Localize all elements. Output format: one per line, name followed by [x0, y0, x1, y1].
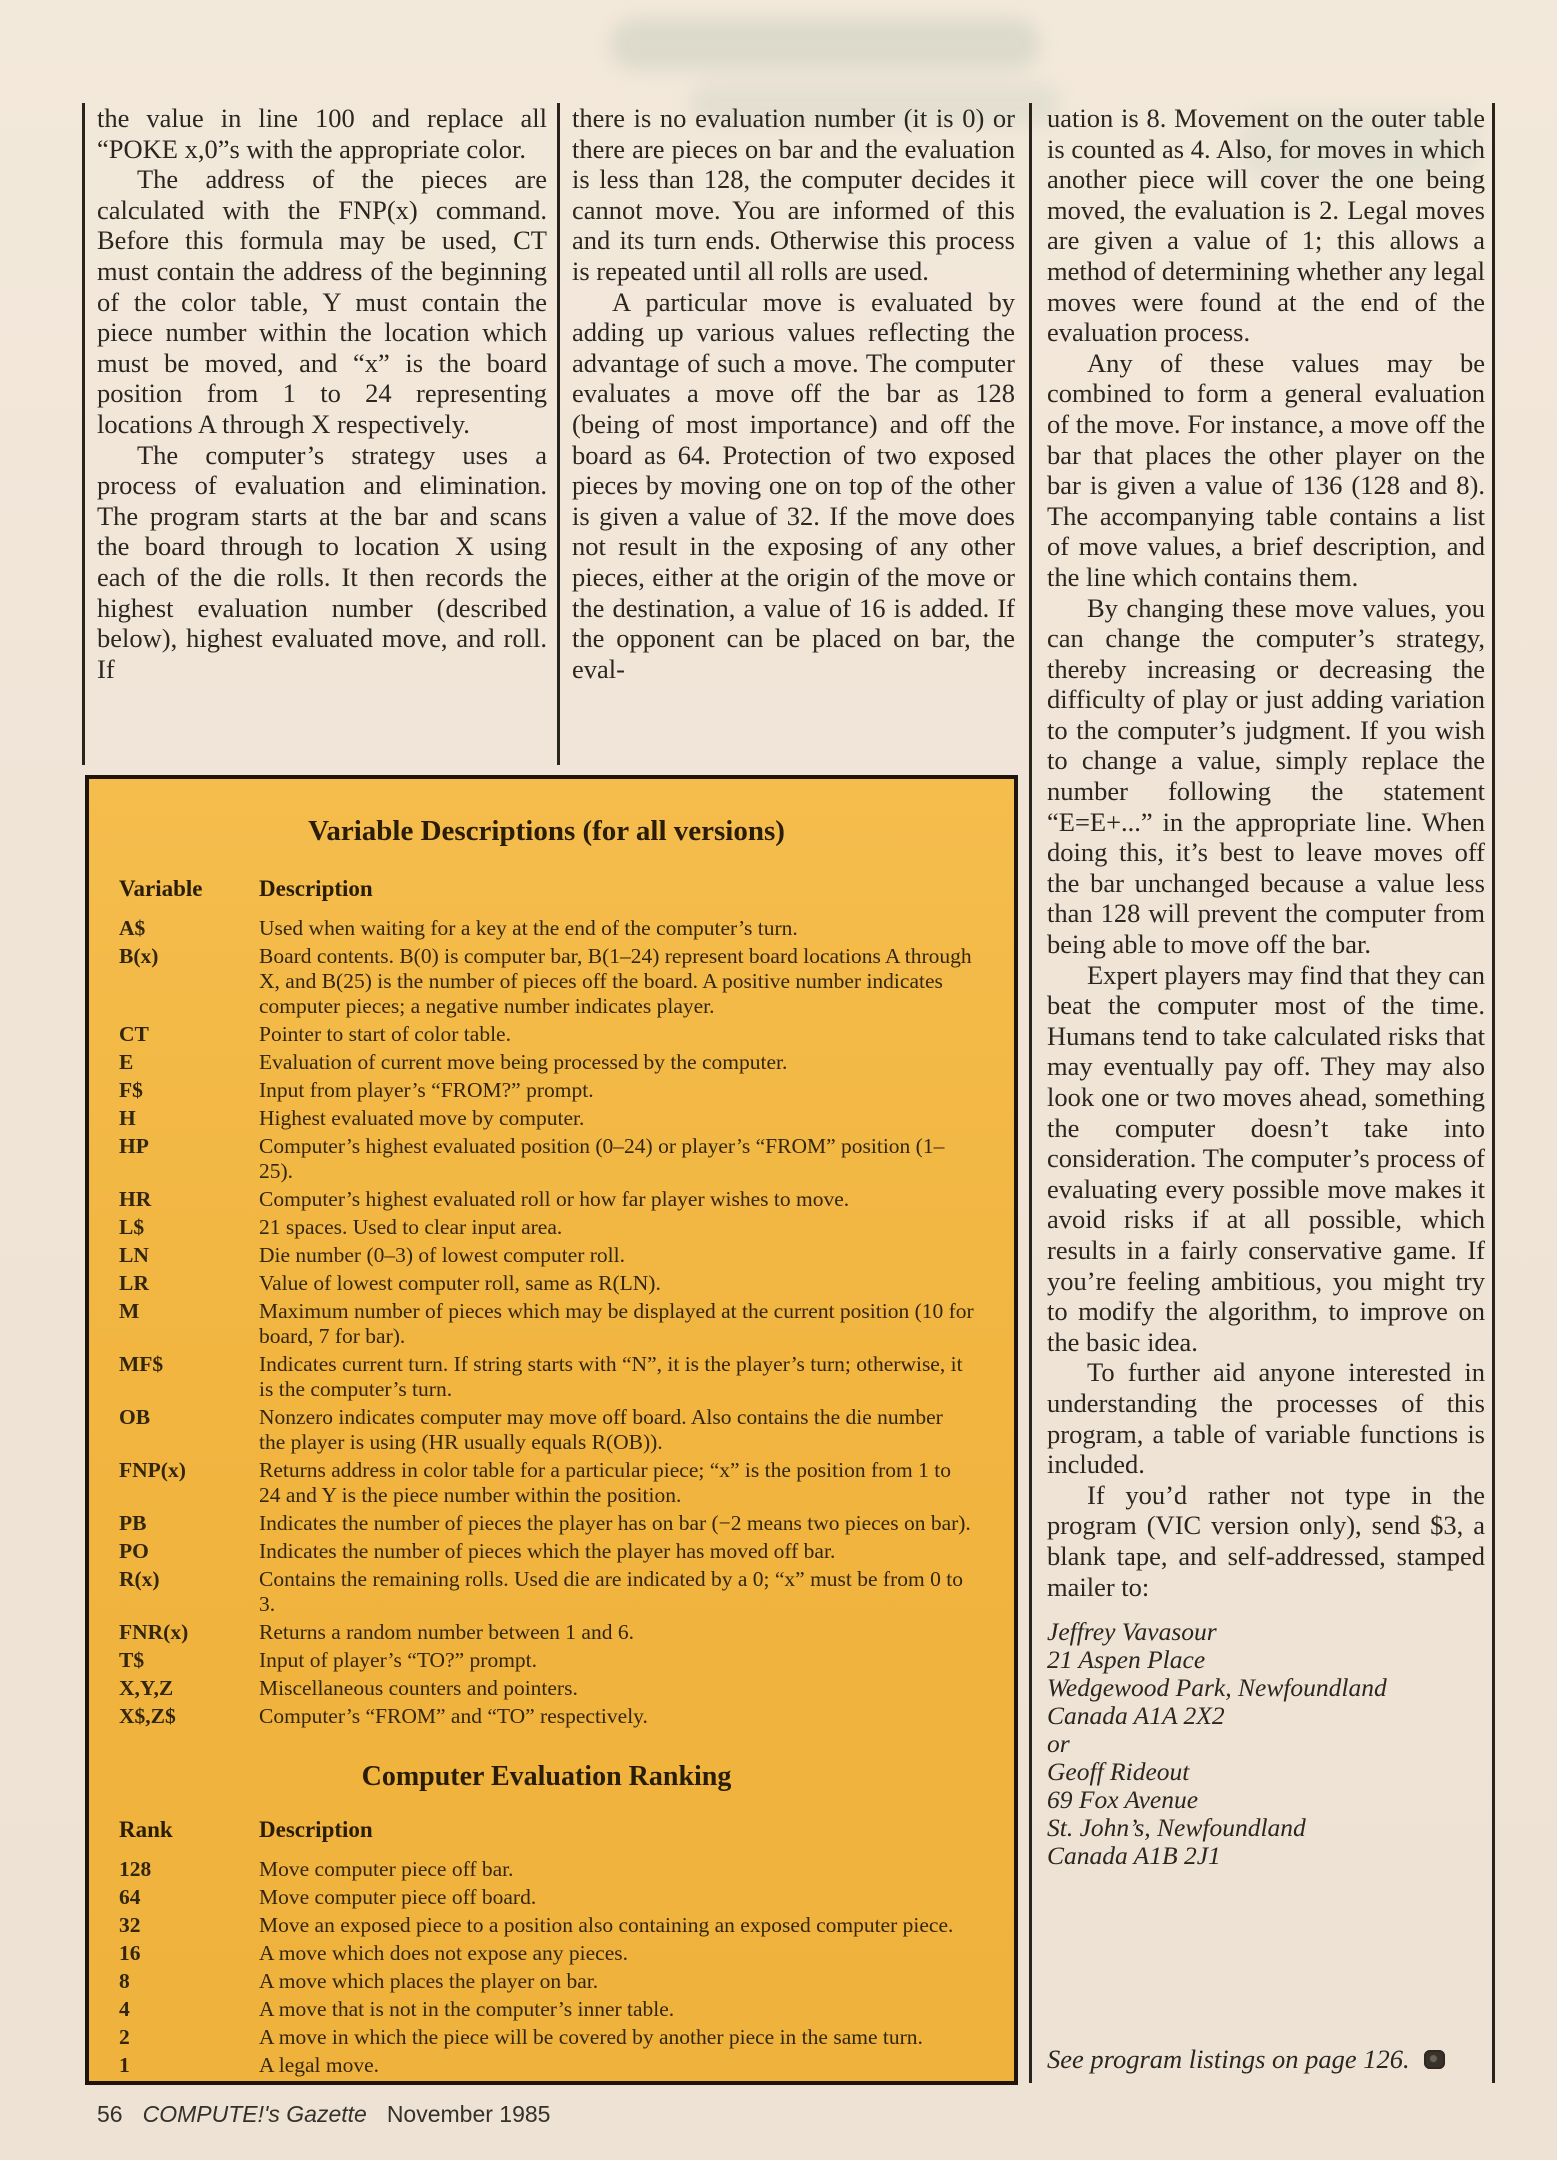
- variable-description: Nonzero indicates computer may move off board. Also contains the die number the player is using (HR usually equals R(OB)).: [259, 1405, 943, 1454]
- variable-name: HP: [119, 1134, 149, 1158]
- column-divider: [1492, 103, 1495, 2083]
- table-row: [119, 1352, 974, 1402]
- table-row: [119, 1885, 974, 1910]
- variable-descriptions-box: [85, 775, 1018, 2085]
- column-divider: [82, 103, 85, 765]
- variable-name: HR: [119, 1187, 152, 1211]
- variable-description: Computer’s “FROM” and “TO” respectively.: [259, 1704, 648, 1728]
- table-row: [119, 1567, 974, 1617]
- rank-value: 16: [119, 1941, 141, 1965]
- variable-description: Miscellaneous counters and pointers.: [259, 1676, 578, 1700]
- column-divider: [1029, 103, 1032, 2083]
- ranking-table-header: [119, 1817, 974, 1843]
- body-paragraph: the value in line 100 and replace all “POKE x,0”s with the appropriate color.: [97, 103, 547, 164]
- variable-description: Value of lowest computer roll, same as R(LN).: [259, 1271, 661, 1295]
- variable-name: LR: [119, 1271, 149, 1295]
- table-row: [119, 1458, 974, 1508]
- rank-value: 128: [119, 1857, 152, 1881]
- variable-name: MF$: [119, 1352, 164, 1376]
- body-paragraph: there is no evaluation number (it is 0) or there are pieces on bar and the evaluation is less than 128, the computer decides it cannot move. You are informed of this and its turn ends. Otherwise this process is repeated until all rolls are used.: [572, 103, 1015, 286]
- text-column-middle: [572, 103, 1015, 684]
- variable-description: Evaluation of current move being processed by the computer.: [259, 1050, 788, 1074]
- ranking-table-rows: [119, 1857, 974, 2078]
- address-line: or: [1047, 1729, 1070, 1759]
- table-row: [119, 1676, 974, 1701]
- variable-name: F$: [119, 1078, 143, 1102]
- body-paragraph: To further aid anyone interested in understanding the processes of this program, a table of variable functions is included.: [1047, 1357, 1485, 1480]
- variable-name: B(x): [119, 944, 159, 968]
- end-of-article-icon: [1424, 2050, 1445, 2069]
- variable-description: Input of player’s “TO?” prompt.: [259, 1648, 538, 1672]
- table-row: [119, 1620, 974, 1645]
- variable-name: T$: [119, 1648, 145, 1672]
- ranking-title: Computer Evaluation Ranking: [361, 1761, 732, 1792]
- rank-value: 4: [119, 1997, 130, 2021]
- table-row: [119, 1106, 974, 1131]
- variable-name: PB: [119, 1511, 147, 1535]
- table-row: [119, 1271, 974, 1296]
- variable-name: FNR(x): [119, 1620, 189, 1644]
- rank-description: Move computer piece off board.: [259, 1885, 537, 1909]
- variable-description: Input from player’s “FROM?” prompt.: [259, 1078, 594, 1102]
- body-paragraph: By changing these move values, you can change the computer’s strategy, thereby increasing or decreasing the difficulty of play or just adding variation to the computer’s judgment. If you wish to change a value, simply replace the number following the statement “E=E+...” in the appropriate line. When doing this, it’s best to leave moves off the bar unchanged because a value less than 128 will prevent the computer from being able to move off the bar.: [1047, 592, 1485, 960]
- variable-description: Pointer to start of color table.: [259, 1022, 511, 1046]
- address-line: Wedgewood Park, Newfoundland: [1047, 1673, 1387, 1703]
- variable-description: Contains the remaining rolls. Used die are indicated by a 0; “x” must be from 0 to 3.: [259, 1567, 963, 1616]
- table-row: [119, 1913, 974, 1938]
- rank-description: Move an exposed piece to a position also containing an exposed computer piece.: [259, 1913, 954, 1937]
- variable-name: X$,Z$: [119, 1704, 176, 1728]
- address-line: Canada A1A 2X2: [1047, 1701, 1225, 1731]
- table-row: [119, 1243, 974, 1268]
- variable-name: CT: [119, 1022, 149, 1046]
- description-column-header: Description: [259, 1817, 373, 1842]
- rank-description: A move which places the player on bar.: [259, 1969, 599, 1993]
- body-paragraph: Any of these values may be combined to form a general evaluation of the move. For instance, a move off the bar that places the other player on the bar is given a value of 136 (128 and 8). The accompanying table contains a list of move values, a brief description, and the line which contains them.: [1047, 347, 1485, 592]
- rank-description: A legal move.: [259, 2053, 380, 2077]
- variable-name: A$: [119, 916, 146, 940]
- variable-description: Indicates the number of pieces which the player has moved off bar.: [259, 1539, 836, 1563]
- table-row: [119, 2025, 974, 2050]
- table-row: [119, 1299, 974, 1349]
- variable-name: PO: [119, 1539, 149, 1563]
- page-number: 56: [97, 2101, 123, 2127]
- rank-description: A move which does not expose any pieces.: [259, 1941, 628, 1965]
- variable-description: 21 spaces. Used to clear input area.: [259, 1215, 563, 1239]
- table-row: [119, 1134, 974, 1184]
- rank-value: 32: [119, 1913, 141, 1937]
- issue-date: November 1985: [386, 2101, 551, 2127]
- table-row: [119, 1648, 974, 1673]
- variable-description: Maximum number of pieces which may be displayed at the current position (10 for board, 7 for bar).: [259, 1299, 974, 1348]
- variable-name: L$: [119, 1215, 145, 1239]
- address-line: Jeffrey Vavasour: [1047, 1617, 1217, 1647]
- text-column-right: [1047, 103, 1485, 2083]
- print-showthrough: [610, 18, 1040, 70]
- column-divider: [557, 103, 560, 765]
- table-row: [119, 1857, 974, 1882]
- box-title: Variable Descriptions (for all versions): [308, 815, 785, 847]
- variable-table-header: [119, 876, 974, 902]
- table-row: [119, 1704, 974, 1729]
- rank-description: A move in which the piece will be covered by another piece in the same turn.: [259, 2025, 923, 2049]
- table-row: [119, 1511, 974, 1536]
- variable-description: Computer’s highest evaluated position (0–24) or player’s “FROM” position (1–25).: [259, 1134, 945, 1183]
- address-line: Geoff Rideout: [1047, 1757, 1190, 1787]
- variable-table-rows: [119, 916, 974, 1729]
- variable-name: OB: [119, 1405, 151, 1429]
- table-row: [119, 1405, 974, 1455]
- body-paragraph: The address of the pieces are calculated with the FNP(x) command. Before this formula may be used, CT must contain the address of the beginning of the color table, Y must contain the piece number within the location which must be moved, and “x” is the board position from 1 to 24 representing locations A through X respectively.: [97, 164, 547, 439]
- table-row: [119, 1187, 974, 1212]
- table-row: [119, 1969, 974, 1994]
- rank-value: 1: [119, 2053, 130, 2077]
- table-row: [119, 1997, 974, 2022]
- variable-description: Returns address in color table for a particular piece; “x” is the position from 1 to 24 and Y is the piece number within the position.: [259, 1458, 951, 1507]
- body-paragraph: uation is 8. Movement on the outer table is counted as 4. Also, for moves in which another piece will cover the one being moved, the evaluation is 2. Legal moves are given a value of 1; this allows a method of determining whether any legal moves were found at the end of the evaluation process.: [1047, 103, 1485, 348]
- table-row: [119, 1941, 974, 1966]
- table-row: [119, 1539, 974, 1564]
- table-row: [119, 1022, 974, 1047]
- magazine-name: COMPUTE!'s Gazette: [142, 2101, 367, 2127]
- variable-name: H: [119, 1106, 136, 1130]
- program-listings-note: [1047, 2044, 1485, 2083]
- address-line: St. John’s, Newfoundland: [1047, 1813, 1306, 1843]
- rank-description: A move that is not in the computer’s inner table.: [259, 1997, 675, 2021]
- table-row: [119, 944, 974, 1019]
- table-row: [119, 1215, 974, 1240]
- page-footer: [97, 2101, 550, 2128]
- variable-name: E: [119, 1050, 134, 1074]
- variable-name: M: [119, 1299, 140, 1323]
- variable-name: X,Y,Z: [119, 1676, 174, 1700]
- body-paragraph: The computer’s strategy uses a process of evaluation and elimination. The program starts at the bar and scans the board through to location X using each of the die rolls. It then records the highest evaluation number (described below), highest evaluated move, and roll. If: [97, 439, 547, 684]
- variable-description: Indicates the number of pieces the player has on bar (−2 means two pieces on bar).: [259, 1511, 971, 1535]
- address-line: 69 Fox Avenue: [1047, 1785, 1199, 1815]
- text-column-left: [97, 103, 547, 684]
- rank-description: Move computer piece off bar.: [259, 1857, 514, 1881]
- variable-description: Returns a random number between 1 and 6.: [259, 1620, 634, 1644]
- body-paragraph: If you’d rather not type in the program (VIC version only), send $3, a blank tape, and self-addressed, stamped mailer to:: [1047, 1479, 1485, 1602]
- body-paragraph: A particular move is evaluated by adding up various values reflecting the advantage of such a move. The computer evaluates a move off the bar as 128 (being of most importance) and off the board as 64. Protection of two exposed pieces by moving one on top of the other is given a value of 32. If the move does not result in the exposing of any other pieces, either at the origin of the move or the destination, a value of 16 is added. If the opponent can be placed on bar, the eval-: [572, 286, 1015, 684]
- variable-column-header: Variable: [119, 876, 203, 901]
- description-column-header: Description: [259, 876, 373, 901]
- table-row: [119, 1050, 974, 1075]
- variable-description: Used when waiting for a key at the end of the computer’s turn.: [259, 916, 798, 940]
- variable-description: Die number (0–3) of lowest computer roll.: [259, 1243, 626, 1267]
- program-listings-text: See program listings on page 126.: [1047, 2044, 1410, 2075]
- right-column-paragraphs: [1047, 103, 1485, 1602]
- rank-value: 2: [119, 2025, 130, 2049]
- variable-description: Computer’s highest evaluated roll or how far player wishes to move.: [259, 1187, 850, 1211]
- rank-value: 8: [119, 1969, 130, 1993]
- address-line: Canada A1B 2J1: [1047, 1841, 1221, 1871]
- mailing-address-block: [1047, 1618, 1485, 1870]
- rank-column-header: Rank: [119, 1817, 173, 1842]
- body-paragraph: Expert players may find that they can beat the computer most of the time. Humans tend to take calculated risks that may eventually pay off. They may also look one or two moves ahead, something the computer doesn’t take into consideration. The computer’s process of evaluating every possible move makes it avoid risks if at all possible, which results in a fairly conservative game. If you’re feeling ambitious, you might try to modify the algorithm, to improve on the basic idea.: [1047, 959, 1485, 1357]
- variable-name: R(x): [119, 1567, 160, 1591]
- rank-value: 64: [119, 1885, 141, 1909]
- variable-name: LN: [119, 1243, 149, 1267]
- variable-description: Board contents. B(0) is computer bar, B(1–24) represent board locations A through X, and B(25) is the number of pieces off the board. A positive number indicates computer pieces; a negative number indicates player.: [259, 944, 972, 1018]
- table-row: [119, 1078, 974, 1103]
- variable-name: FNP(x): [119, 1458, 186, 1482]
- variable-description: Highest evaluated move by computer.: [259, 1106, 585, 1130]
- address-line: 21 Aspen Place: [1047, 1645, 1206, 1675]
- table-row: [119, 916, 974, 941]
- variable-description: Indicates current turn. If string starts with “N”, it is the player’s turn; otherwise, it is the computer’s turn.: [259, 1352, 963, 1401]
- table-row: [119, 2053, 974, 2078]
